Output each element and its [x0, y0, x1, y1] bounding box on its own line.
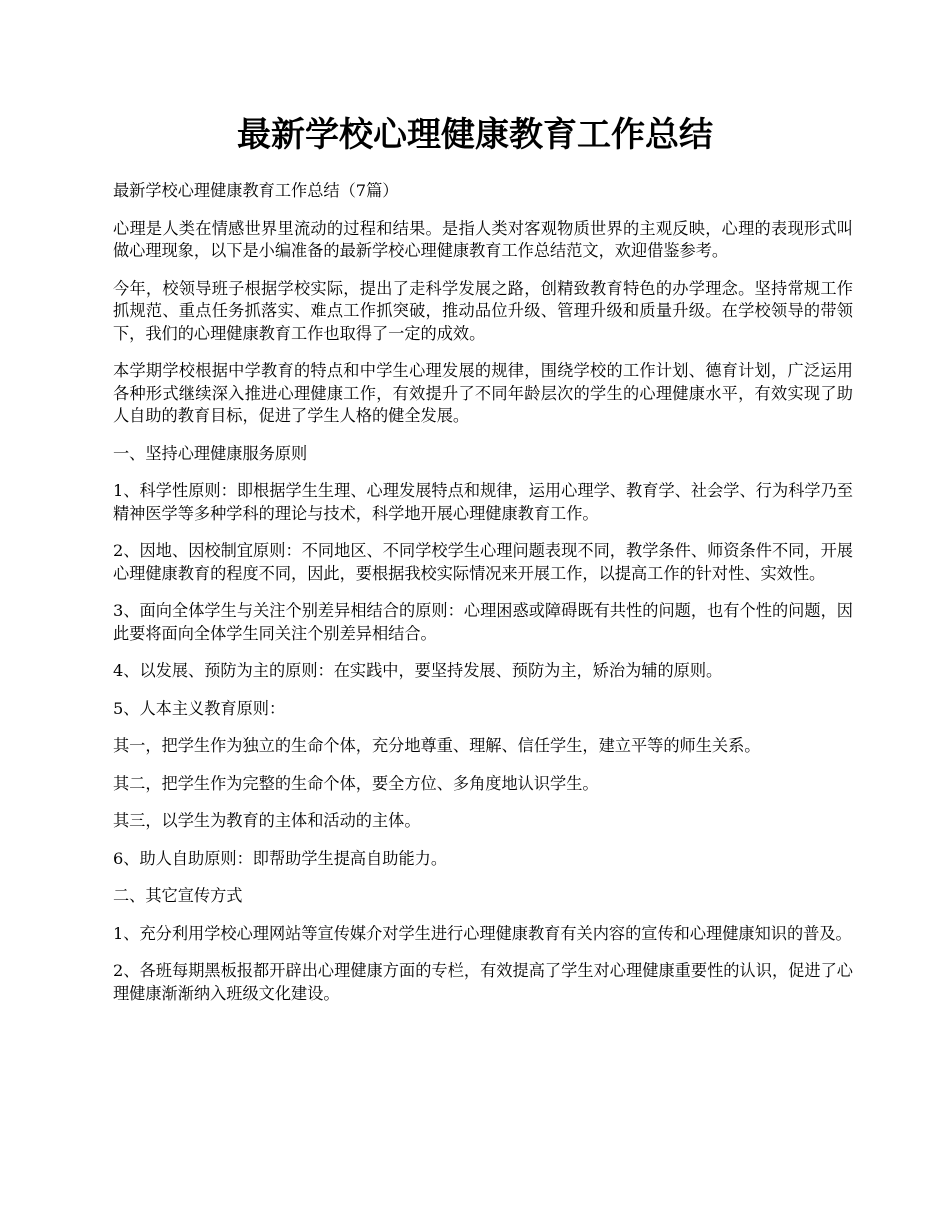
principle-item: 2、因地、因校制宜原则：不同地区、不同学校学生心理问题表现不同，教学条件、师资条件不同，开展心理健康教育的程度不同，因此，要根据我校实际情况来开展工作，以提高工作的针对性、实效性。: [113, 541, 853, 583]
body-paragraph: 本学期学校根据中学教育的特点和中学生心理发展的规律，围绕学校的工作计划、德育计划，广泛运用各种形式继续深入推进心理健康工作，有效提升了不同年龄层次的学生的心理健康水平，有效实现了助人自助的教育目标，促进了学生人格的健全发展。: [113, 361, 853, 425]
sub-point: 其二，把学生作为完整的生命个体，要全方位、多角度地认识学生。: [113, 773, 599, 793]
principle-item: 5、人本主义教育原则：: [113, 698, 286, 718]
publicity-item: 2、各班每期黑板报都开辟出心理健康方面的专栏，有效提高了学生对心理健康重要性的认识，促进了心理健康渐渐纳入班级文化建设。: [113, 961, 853, 1003]
principle-item: 6、助人自助原则：即帮助学生提高自助能力。: [113, 848, 448, 868]
document-title: 最新学校心理健康教育工作总结: [237, 115, 713, 155]
intro-paragraph: 心理是人类在情感世界里流动的过程和结果。是指人类对客观物质世界的主观反映，心理的表现形式叫做心理现象，以下是小编准备的最新学校心理健康教育工作总结范文，欢迎借鉴参考。: [113, 218, 853, 260]
subtitle-paragraph: 最新学校心理健康教育工作总结（7篇）: [113, 181, 399, 200]
principle-item: 4、以发展、预防为主的原则：在实践中，要坚持发展、预防为主，矫治为辅的原则。: [113, 661, 723, 680]
section-heading: 一、坚持心理健康服务原则: [113, 443, 308, 463]
document-body: [113, 180, 853, 1020]
principle-item: 1、科学性原则：即根据学生生理、心理发展特点和规律，运用心理学、教育学、社会学、行为科学乃至精神医学等多种学科的理论与技术，科学地开展心理健康教育工作。: [113, 481, 853, 523]
publicity-item: 1、充分利用学校心理网站等宣传媒介对学生进行心理健康教育有关内容的宣传和心理健康知识的普及。: [113, 923, 852, 943]
body-paragraph: 今年，校领导班子根据学校实际，提出了走科学发展之路，创精致教育特色的办学理念。坚持常规工作抓规范、重点任务抓落实、难点工作抓突破，推动品位升级、管理升级和质量升级。在学校领导的带领下，我们的心理健康教育工作也取得了一定的成效。: [113, 278, 853, 343]
section-heading: 二、其它宣传方式: [113, 886, 243, 905]
sub-point: 其三，以学生为教育的主体和活动的主体。: [113, 811, 421, 830]
sub-point: 其一，把学生作为独立的生命个体，充分地尊重、理解、信任学生，建立平等的师生关系。: [113, 736, 761, 755]
principle-item: 3、面向全体学生与关注个别差异相结合的原则：心理困惑或障碍既有共性的问题，也有个性的问题，因此要将面向全体学生同关注个别差异相结合。: [113, 601, 853, 643]
